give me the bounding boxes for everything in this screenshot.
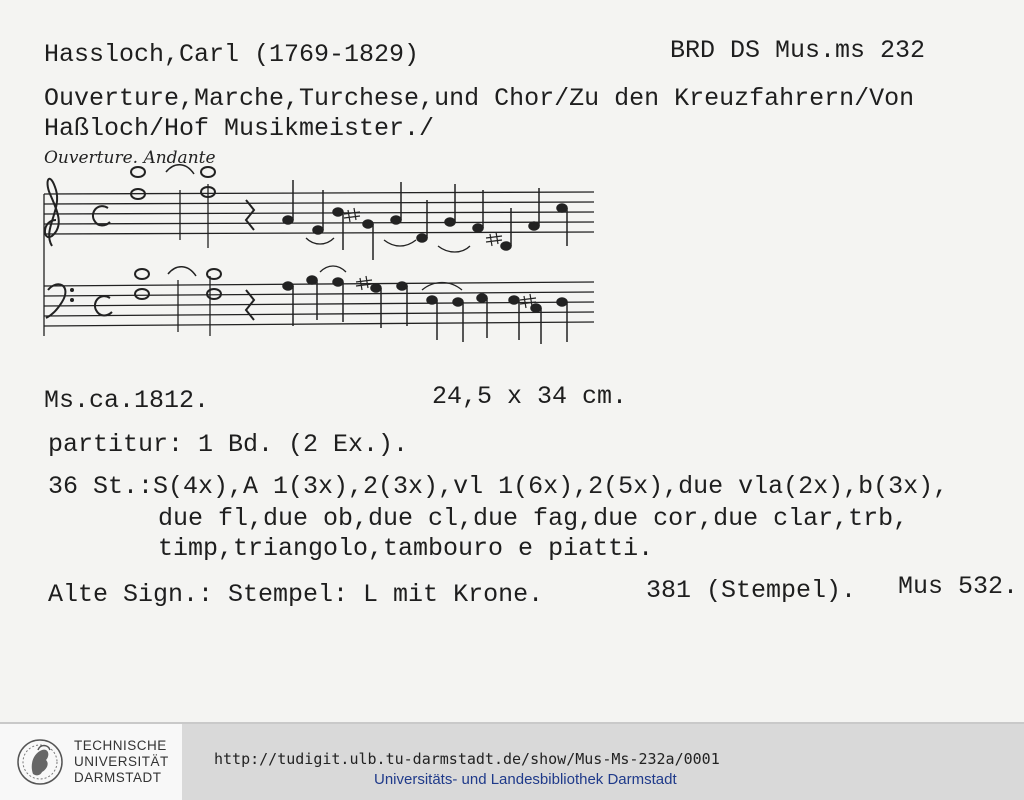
shelfmark: BRD DS Mus.ms 232 [670,36,926,65]
athena-seal-icon [16,736,64,788]
title-line-1: Ouverture,Marche,Turchese,und Chor/Zu den Kreuzfahrern/Von [44,84,915,113]
tu-darmstadt-logo[interactable] [0,724,182,800]
institution-line-1: TECHNISCHE [74,738,167,753]
old-signature: Alte Sign.: Stempel: L mit Krone. [48,580,544,609]
parts-line-2: due fl,due ob,due cl,due fag,due cor,due clar,trb, [158,504,909,533]
library-link[interactable]: Universitäts- und Landesbibliothek Darmstadt [374,771,677,788]
old-shelfmark: Mus 532. [898,572,1019,601]
institution-line-3: DARMSTADT [74,770,162,785]
title-line-2: Haßloch/Hof Musikmeister./ [44,114,435,143]
footer-bar [0,724,1024,800]
incipit-label: Ouverture. Andante [44,148,216,168]
institution-line-2: UNIVERSITÄT [74,754,169,769]
score-info: partitur: 1 Bd. (2 Ex.). [48,430,409,459]
permalink-url[interactable]: http://tudigit.ulb.tu-darmstadt.de/show/Mus-Ms-232a/0001 [214,750,720,768]
composer-heading: Hassloch,Carl (1769-1829) [44,40,420,69]
dimensions: 24,5 x 34 cm. [432,382,628,411]
date: Ms.ca.1812. [44,386,210,415]
parts-line-3: timp,triangolo,tambouro e piatti. [158,534,654,563]
parts-line-1: 36 St.:S(4x),A 1(3x),2(3x),vl 1(6x),2(5x),due vla(2x),b(3x), [48,472,949,501]
institution-name [74,738,169,786]
music-incipit [38,150,608,350]
stamp-number: 381 (Stempel). [646,576,857,605]
